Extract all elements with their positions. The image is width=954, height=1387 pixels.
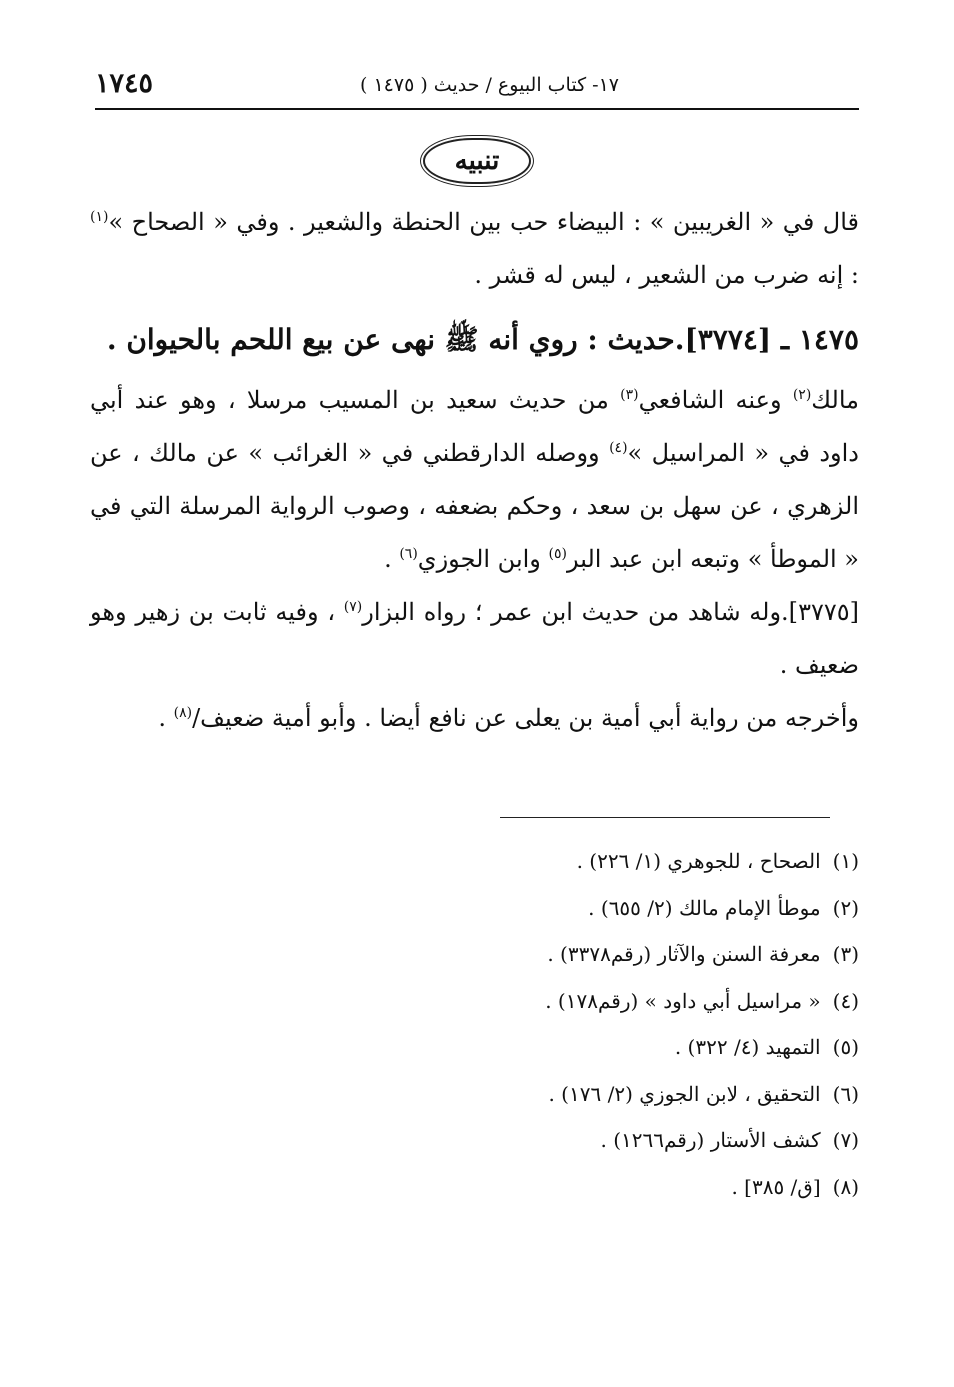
page-number: ١٧٤٥	[95, 68, 154, 99]
main-text	[90, 196, 859, 745]
footnote-text: كشف الأستار (رقم١٢٦٦) .	[600, 1128, 821, 1152]
footnote-text: معرفة السنن والآثار (رقم٣٣٧٨) .	[547, 942, 821, 966]
text-run: وأخرجه من رواية أبي أمية بن يعلى عن نافع أيضا . وأبو أمية ضعيف/	[192, 704, 859, 732]
hadith-heading: ١٤٧٥ ـ [٣٧٧٤].حديث : روي أنه ﷺ نهى عن بيع اللحم بالحيوان .	[106, 323, 859, 356]
text-run: [٣٧٧٥].وله شاهد من حديث ابن عمر ؛ رواه البزار	[362, 598, 859, 626]
text-run: وعنه الشافعي	[638, 386, 793, 414]
footnote-item	[200, 1071, 859, 1118]
text-run: وابن الجوزي	[417, 545, 549, 573]
footnote-item	[200, 885, 859, 932]
footnote-number: (٤)	[832, 988, 859, 1013]
text-run: من حديث سعيد بن المسيب مرسلا ، وهو عند أبي داود في « المراسيل »	[90, 386, 859, 467]
additional-paragraph	[90, 692, 859, 745]
footnote-ref: (٣)	[620, 387, 639, 403]
footnote-item	[200, 978, 859, 1025]
page-header	[95, 68, 859, 110]
text-run: ، وفيه ثابت بن زهير وهو ضعيف .	[90, 598, 859, 679]
footnote-ref: (٦)	[399, 546, 418, 562]
notice-heading: تنبيه	[423, 138, 532, 184]
footnote-ref: (٢)	[792, 387, 812, 403]
footnote-ref: (١)	[90, 209, 109, 225]
footnote-text: التمهيد (٤/ ٣٢٢) .	[674, 1035, 821, 1059]
notice-heading-wrap	[0, 138, 954, 184]
footnote-item	[200, 838, 859, 885]
footnote-item	[200, 1164, 859, 1211]
footnote-number: (٥)	[832, 1035, 859, 1059]
footnote-ref: (٤)	[609, 440, 628, 456]
text-run: قال في « الغريبين » : البيضاء حب بين الحنطة والشعير . وفي « الصحاح »	[108, 208, 859, 236]
text-run: : إنه ضرب من الشعير ، ليس له قشر .	[474, 261, 859, 289]
footnote-item	[200, 1117, 859, 1164]
footnote-number: (١)	[832, 849, 859, 873]
footnote-separator	[500, 817, 830, 818]
footnote-item	[200, 931, 859, 978]
footnote-ref: (٨)	[173, 705, 193, 721]
witness-paragraph	[90, 586, 859, 692]
footnotes-list	[200, 838, 859, 1210]
footnote-number: (٨)	[832, 1174, 859, 1199]
footnote-text: التحقيق ، لابن الجوزي (٢/ ١٧٦) .	[548, 1081, 821, 1106]
footnote-number: (٣)	[832, 942, 859, 966]
footnote-text: الصحاح ، للجوهري (١/ ٢٢٦) .	[576, 849, 821, 873]
footnote-text: موطأ الإمام مالك (٢/ ٦٥٥) .	[588, 895, 821, 920]
text-run: ووصله الدارقطني في « الغرائب » عن مالك ، عن الزهري ، عن سهل بن سعد ، وحكم بضعفه ، وصوب الرواية المرسلة التي في « الموطأ » وتبعه ابن عبد البر	[90, 439, 859, 573]
footnote-item	[200, 1024, 859, 1071]
text-run: مالك	[811, 386, 859, 414]
footnote-text: « مراسيل أبي داود » (رقم١٧٨) .	[545, 988, 821, 1013]
footnote-ref: (٥)	[548, 546, 567, 562]
footnote-number: (٦)	[832, 1081, 859, 1106]
text-run: .	[158, 704, 174, 732]
footnote-number: (٢)	[832, 895, 859, 920]
running-title: ١٧- كتاب البيوع / حديث ( ١٤٧٥ )	[360, 74, 619, 96]
text-run: .	[384, 545, 400, 573]
footnote-number: (٧)	[832, 1128, 859, 1152]
footnote-text: [ق/ ٣٨٥] .	[731, 1174, 821, 1199]
takhrij-paragraph	[90, 374, 859, 586]
notice-paragraph	[90, 196, 859, 302]
footnote-ref: (٧)	[343, 599, 363, 615]
